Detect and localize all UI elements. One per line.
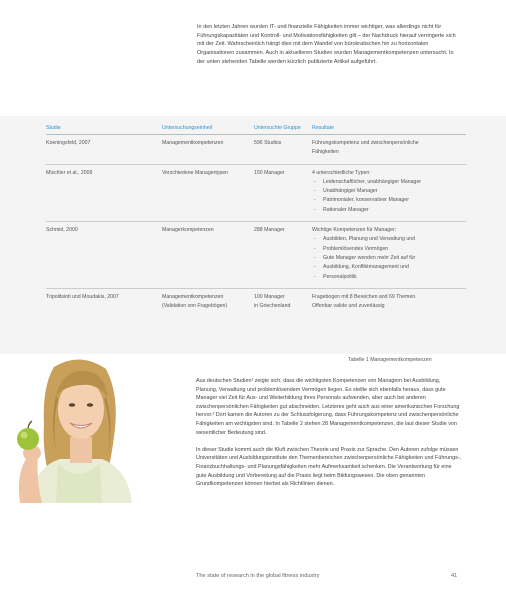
unit-line: Managementkompetenzen [162,140,224,146]
group-line: in Griechenland [254,303,291,310]
result-list [312,235,466,281]
unit-line: Managerkompetenzen [162,227,214,234]
result-list-item: - Ausbilden, Planung und Verwaltung und [312,235,466,244]
table-row [46,288,466,317]
body-paragraph: In dieser Studie kommt auch die Kluft zwischen Theorie und Praxis zur Sprache. Den Autoren zufolge müssen Universitäten und Ausbildungsinstitute den Themenbereichen zwischenpersönliche Fähigkeiten und Führungs-, Finanzbuchhaltungs- und Planungsfähigkeiten mehr Aufmerksamkeit schenken. Die Verantwortung für eine gute Ausbildung und Vorbereitung auf die Praxis liegt beim Bildungswesen. Die oben genannten Grundkompetenzen können hierbei als Richtlinien dienen. [196,446,462,488]
body-text [196,377,462,497]
header-results: Resultate [312,125,334,131]
result-list-item: - Leidenschaftlicher, unabhängiger Manager [312,178,466,187]
cell-study [46,288,162,317]
cell-results [312,164,466,221]
result-line: Offenbar valide und zuverlässig [312,303,385,310]
study-name: Schmid, 2000 [46,227,78,234]
result-line: Fähigkeiten [312,149,339,156]
unit-line: (Validation von Fragebögen) [162,303,228,310]
cell-unit [162,222,254,289]
cell-group [254,222,312,289]
study-name: Koeningsfeld, 2007 [46,140,91,146]
table-row [46,135,466,165]
header-study: Studie [46,125,61,131]
woman-with-apple-photo [12,355,138,503]
footer-title: The state of research in the global fitness industry [196,573,320,579]
page-number: 41 [451,573,458,579]
cell-group [254,288,312,317]
unit-line: Managementkompetenzen [162,293,224,300]
table-row [46,164,466,221]
result-list-item: - Patrimonialer, konservativer Manager [312,196,466,205]
cell-group [254,135,312,165]
cell-unit [162,135,254,165]
group-line: 100 Manager [254,293,285,300]
table-caption: Tabelle 1 Managementkompetenzen [348,357,432,363]
result-list-item: - Ausbildung, Konfliktmanagement und [312,263,466,272]
group-line: 596 Studios [254,140,282,146]
cell-results [312,288,466,317]
cell-unit [162,164,254,221]
competency-table [46,123,466,317]
intro-paragraph: In den letzten Jahren wurden IT- und finanzielle Fähigkeiten immer wichtiger, was allerdings nicht für Führungskapazitäten und Kontroll- und Motivationsfähigkeiten gilt – der Nachdruck hierauf verringerte sich mit der Zeit. Wahrscheinlich hängt dies mit dem Wandel von bürokratischen hin zu horizontalen Organisationen zusammen. Auch in aktuelleren Studien wurden Managementkompetenzen untersucht. In der unten stehenden Tabelle werden kürzlich publizierte Artikel aufgeführt. [197,24,456,65]
header-unit: Untersuchungseinheit [162,125,213,131]
result-line: 4 unterschiedliche Typen: [312,169,371,176]
group-line: 288 Manager [254,227,285,234]
result-list-item: - Rationaler Manager [312,206,466,215]
header-group: Untersuchte Gruppe [254,125,301,131]
cell-study [46,222,162,289]
result-list-item: - Unabhängiger Manager [312,187,466,196]
result-line: Wichtige Kompetenzen für Manager: [312,227,397,234]
group-line: 150 Manager [254,169,285,176]
cell-group [254,164,312,221]
result-list [312,178,466,215]
cell-unit [162,288,254,317]
table-body [46,135,466,318]
cell-study [46,135,162,165]
table-row [46,222,466,289]
result-list-item: - Problemlösendes Vermögen [312,245,466,254]
result-list-item: - Gute Manager wenden mehr Zeit auf für [312,254,466,263]
study-name: Mischler et al., 2009 [46,169,93,176]
body-paragraph: Aus deutschen Studien¹ zeigte sich, dass die wichtigsten Kompetenzen von Managern bei Ausbildung, Planung, Verwaltung und problemlösendem Vermögen liegen. Es stellte sich ebenfalls heraus, dass gute Manager viel Zeit für Aus- und Weiterbildung ihres Personals aufwenden, aber auch bei anderen zwischenpersönlichen Fähigkeiten gut abschneiden. Letzteres geht auch aus einer amerikanischen Forschung hervor.² Dort kamen die Autoren zu der Schlussfolgerung, dass Führungskompetenz und zwischenpersönliche Fähigkeiten am wichtigsten sind. In Tabelle 2 stehen 28 Managementkompetenzen, die laut dieser Studie von wesentlicher Bedeutung sind. [196,378,460,436]
study-name: Tripolitsioti und Moudakis, 2007 [46,293,119,300]
result-list-item: - Personalpolitik [312,273,466,282]
unit-line: Verschiedene Managertypen [162,169,229,176]
cell-results [312,222,466,289]
result-line: Fragebogen mit 8 Bereichen and 69 Themen. [312,293,417,300]
result-line: Führungskompetenz und zwischenpersönliche [312,140,419,146]
cell-study [46,164,162,221]
table-header-row [46,123,466,135]
cell-results [312,135,466,165]
